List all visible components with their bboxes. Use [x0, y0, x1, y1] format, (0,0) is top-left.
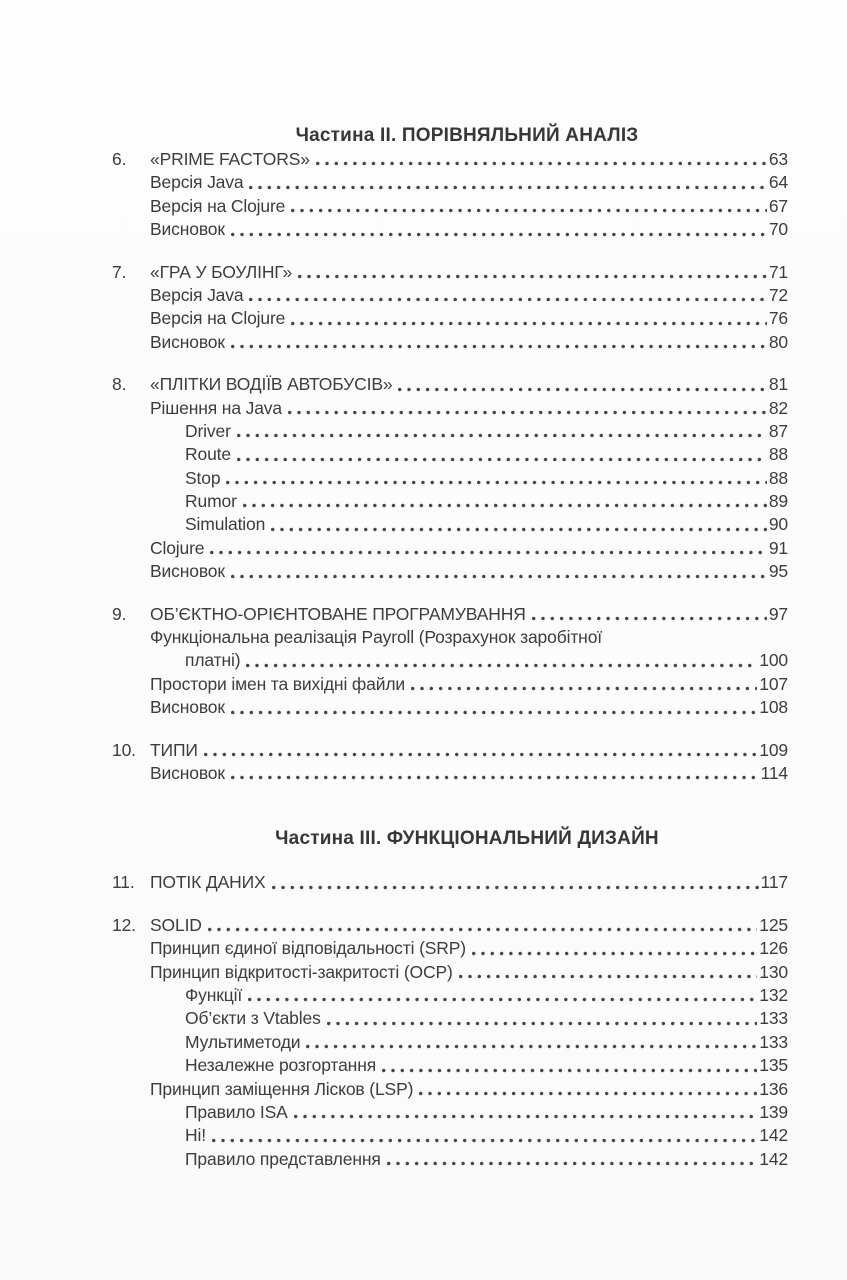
entry-title: Висновок: [150, 331, 225, 352]
toc-entry: [112, 284, 788, 307]
toc-list: [112, 123, 788, 1171]
part-heading: Частина III. ФУНКЦІОНАЛЬНИЙ ДИЗАЙН: [275, 828, 659, 850]
toc-entry: [112, 1007, 788, 1030]
page-number: 90: [768, 514, 788, 535]
toc-entry: [112, 1101, 788, 1124]
toc-entry: [112, 490, 788, 513]
page-number: 142: [759, 1125, 788, 1146]
entry-title: Simulation: [185, 514, 266, 535]
entry-title: Мультиметоди: [185, 1031, 301, 1052]
dot-leader: [532, 615, 767, 622]
page-number: 72: [768, 284, 788, 305]
dot-leader: [298, 273, 767, 280]
chapter-number: 12.: [112, 914, 136, 935]
chapter-number: 10.: [112, 739, 136, 760]
page-number: 81: [768, 374, 788, 395]
dot-leader: [212, 1137, 757, 1144]
entry-title: «PRIME FACTORS»: [150, 149, 310, 169]
page-number: 108: [759, 697, 788, 718]
toc-entry: [112, 307, 788, 330]
page-number: 67: [768, 195, 788, 216]
page-number: 88: [768, 444, 788, 465]
page-number: 100: [759, 650, 788, 671]
page-number: 135: [759, 1055, 788, 1076]
entry-title: Принцип єдиної відповідальності (SRP): [150, 938, 466, 959]
toc-entry: [112, 1148, 788, 1171]
dot-leader: [419, 1090, 757, 1097]
entry-title: Правило ISA: [185, 1101, 288, 1122]
page-number: 87: [768, 420, 788, 441]
entry-title: Driver: [185, 420, 231, 441]
page-number: 76: [768, 308, 788, 329]
page-number: 80: [768, 331, 788, 352]
dot-leader: [272, 884, 759, 891]
dot-leader: [316, 160, 767, 167]
toc-entry: [112, 171, 788, 194]
dot-leader: [231, 573, 767, 580]
chapter-number: 11.: [112, 872, 135, 893]
entry-title: Функції: [185, 984, 243, 1005]
entry-title: Функціональна реалізація Payroll (Розрахунок заробітної: [150, 627, 602, 648]
page-number: 89: [768, 491, 788, 512]
toc-entry: [112, 961, 788, 984]
toc-entry: [112, 871, 788, 894]
page-number: 97: [768, 603, 788, 624]
page-number: 64: [768, 172, 788, 193]
page-number: 130: [759, 961, 788, 982]
entry-title: Висновок: [150, 219, 225, 240]
toc-entry: [112, 649, 788, 672]
page-number: 70: [768, 219, 788, 240]
entry-title: Висновок: [150, 561, 225, 582]
dot-leader: [237, 432, 767, 439]
toc-entry: [112, 195, 788, 218]
dot-leader: [246, 662, 757, 669]
toc-entry: [112, 560, 788, 583]
entry-title: ОБ’ЄКТНО-ОРІЄНТОВАНЕ ПРОГРАМУВАННЯ: [150, 603, 526, 624]
entry-title: Route: [185, 444, 231, 465]
page-number: 136: [759, 1078, 788, 1099]
toc-entry: [112, 420, 788, 443]
entry-title: Принцип заміщення Лісков (LSP): [150, 1078, 414, 1099]
page-number: 95: [768, 561, 788, 582]
page-number: 82: [768, 397, 788, 418]
entry-title: Версія на Clojure: [150, 308, 286, 329]
entry-title: ПОТІК ДАНИХ: [150, 872, 266, 893]
chapter-number: 8.: [112, 374, 127, 395]
toc-entry: [112, 443, 788, 466]
dot-leader: [243, 502, 767, 509]
toc-entry: [112, 762, 788, 785]
dot-leader: [459, 973, 758, 980]
page-number: 63: [768, 149, 788, 169]
toc-entry: [112, 626, 788, 649]
entry-title: Висновок: [150, 697, 225, 718]
toc-entry: [112, 937, 788, 960]
entry-title: Простори імен та вихідні файли: [150, 673, 406, 694]
page-number: 132: [759, 984, 788, 1005]
entry-title: «ГРА У БОУЛІНГ»: [150, 261, 293, 282]
page-number: 139: [759, 1101, 788, 1122]
page-number: 133: [759, 1008, 788, 1029]
dot-leader: [237, 456, 767, 463]
toc-entry: [112, 513, 788, 536]
page-number: 125: [759, 914, 788, 935]
entry-title: Rumor: [185, 491, 237, 512]
dot-leader: [382, 1067, 757, 1074]
page-number: 88: [768, 467, 788, 488]
chapter-number: 6.: [112, 149, 127, 169]
toc-entry: [112, 984, 788, 1007]
dot-leader: [231, 774, 759, 781]
page-number: 133: [759, 1031, 788, 1052]
dot-leader: [411, 685, 757, 692]
page-number: 109: [759, 739, 788, 760]
entry-title: Висновок: [150, 762, 225, 783]
toc-entry: [112, 603, 788, 626]
entry-title: Clojure: [150, 537, 205, 558]
dot-leader: [306, 1043, 757, 1050]
entry-title: Версія на Clojure: [150, 195, 286, 216]
entry-title: Версія Java: [150, 172, 244, 193]
dot-leader: [226, 479, 766, 486]
entry-title: Stop: [185, 467, 221, 488]
dot-leader: [327, 1020, 758, 1027]
chapter-number: 9.: [112, 603, 127, 624]
toc-entry: [112, 331, 788, 354]
toc-entry: [112, 261, 788, 284]
toc-entry: [112, 1031, 788, 1054]
dot-leader: [249, 184, 766, 191]
entry-title: ТИПИ: [150, 739, 198, 760]
dot-leader: [294, 1113, 758, 1120]
dot-leader: [291, 207, 767, 214]
dot-leader: [288, 409, 767, 416]
entry-title: Правило представлення: [185, 1148, 381, 1169]
toc-entry: [112, 218, 788, 241]
dot-leader: [472, 950, 757, 957]
entry-title: Рішення на Java: [150, 397, 282, 418]
dot-leader: [249, 296, 766, 303]
page-number: 126: [759, 938, 788, 959]
dot-leader: [210, 549, 766, 556]
entry-title: Версія Java: [150, 284, 244, 305]
page-number: 71: [768, 261, 788, 282]
dot-leader: [208, 926, 757, 933]
entry-title: «ПЛІТКИ ВОДІЇВ АВТОБУСІВ»: [150, 374, 393, 395]
toc-entry: [112, 148, 788, 171]
page-number: 91: [768, 537, 788, 558]
dot-leader: [231, 709, 757, 716]
toc-entry: [112, 1124, 788, 1147]
entry-title: платні): [185, 650, 241, 671]
page-number: 114: [760, 762, 788, 783]
part-heading: Частина II. ПОРІВНЯЛЬНИЙ АНАЛІЗ: [295, 125, 639, 146]
dot-leader: [291, 320, 767, 327]
toc-entry: [112, 673, 788, 696]
entry-title: Об’єкти з Vtables: [185, 1008, 321, 1029]
chapter-number: 7.: [112, 261, 127, 282]
page-number: 117: [760, 872, 788, 893]
dot-leader: [231, 231, 767, 238]
toc-entry: [112, 537, 788, 560]
dot-leader: [231, 343, 767, 350]
page-number: 142: [759, 1148, 788, 1169]
dot-leader: [398, 386, 766, 393]
dot-leader: [204, 751, 757, 758]
entry-title: Незалежне розгортання: [185, 1055, 377, 1076]
dot-leader: [271, 526, 767, 533]
toc-entry: [112, 397, 788, 420]
dot-leader: [248, 996, 757, 1003]
toc-entry: [112, 914, 788, 937]
toc-entry: [112, 373, 788, 396]
entry-title: Принцип відкритості-закритості (OCP): [150, 961, 453, 982]
toc-entry: [112, 1054, 788, 1077]
entry-title: SOLID: [150, 914, 202, 935]
toc-entry: [112, 739, 788, 762]
page-number: 107: [759, 673, 788, 694]
toc-entry: [112, 1078, 788, 1101]
entry-title: Ні!: [185, 1125, 206, 1146]
toc-entry: [112, 696, 788, 719]
dot-leader: [387, 1160, 758, 1167]
toc-entry: [112, 467, 788, 490]
